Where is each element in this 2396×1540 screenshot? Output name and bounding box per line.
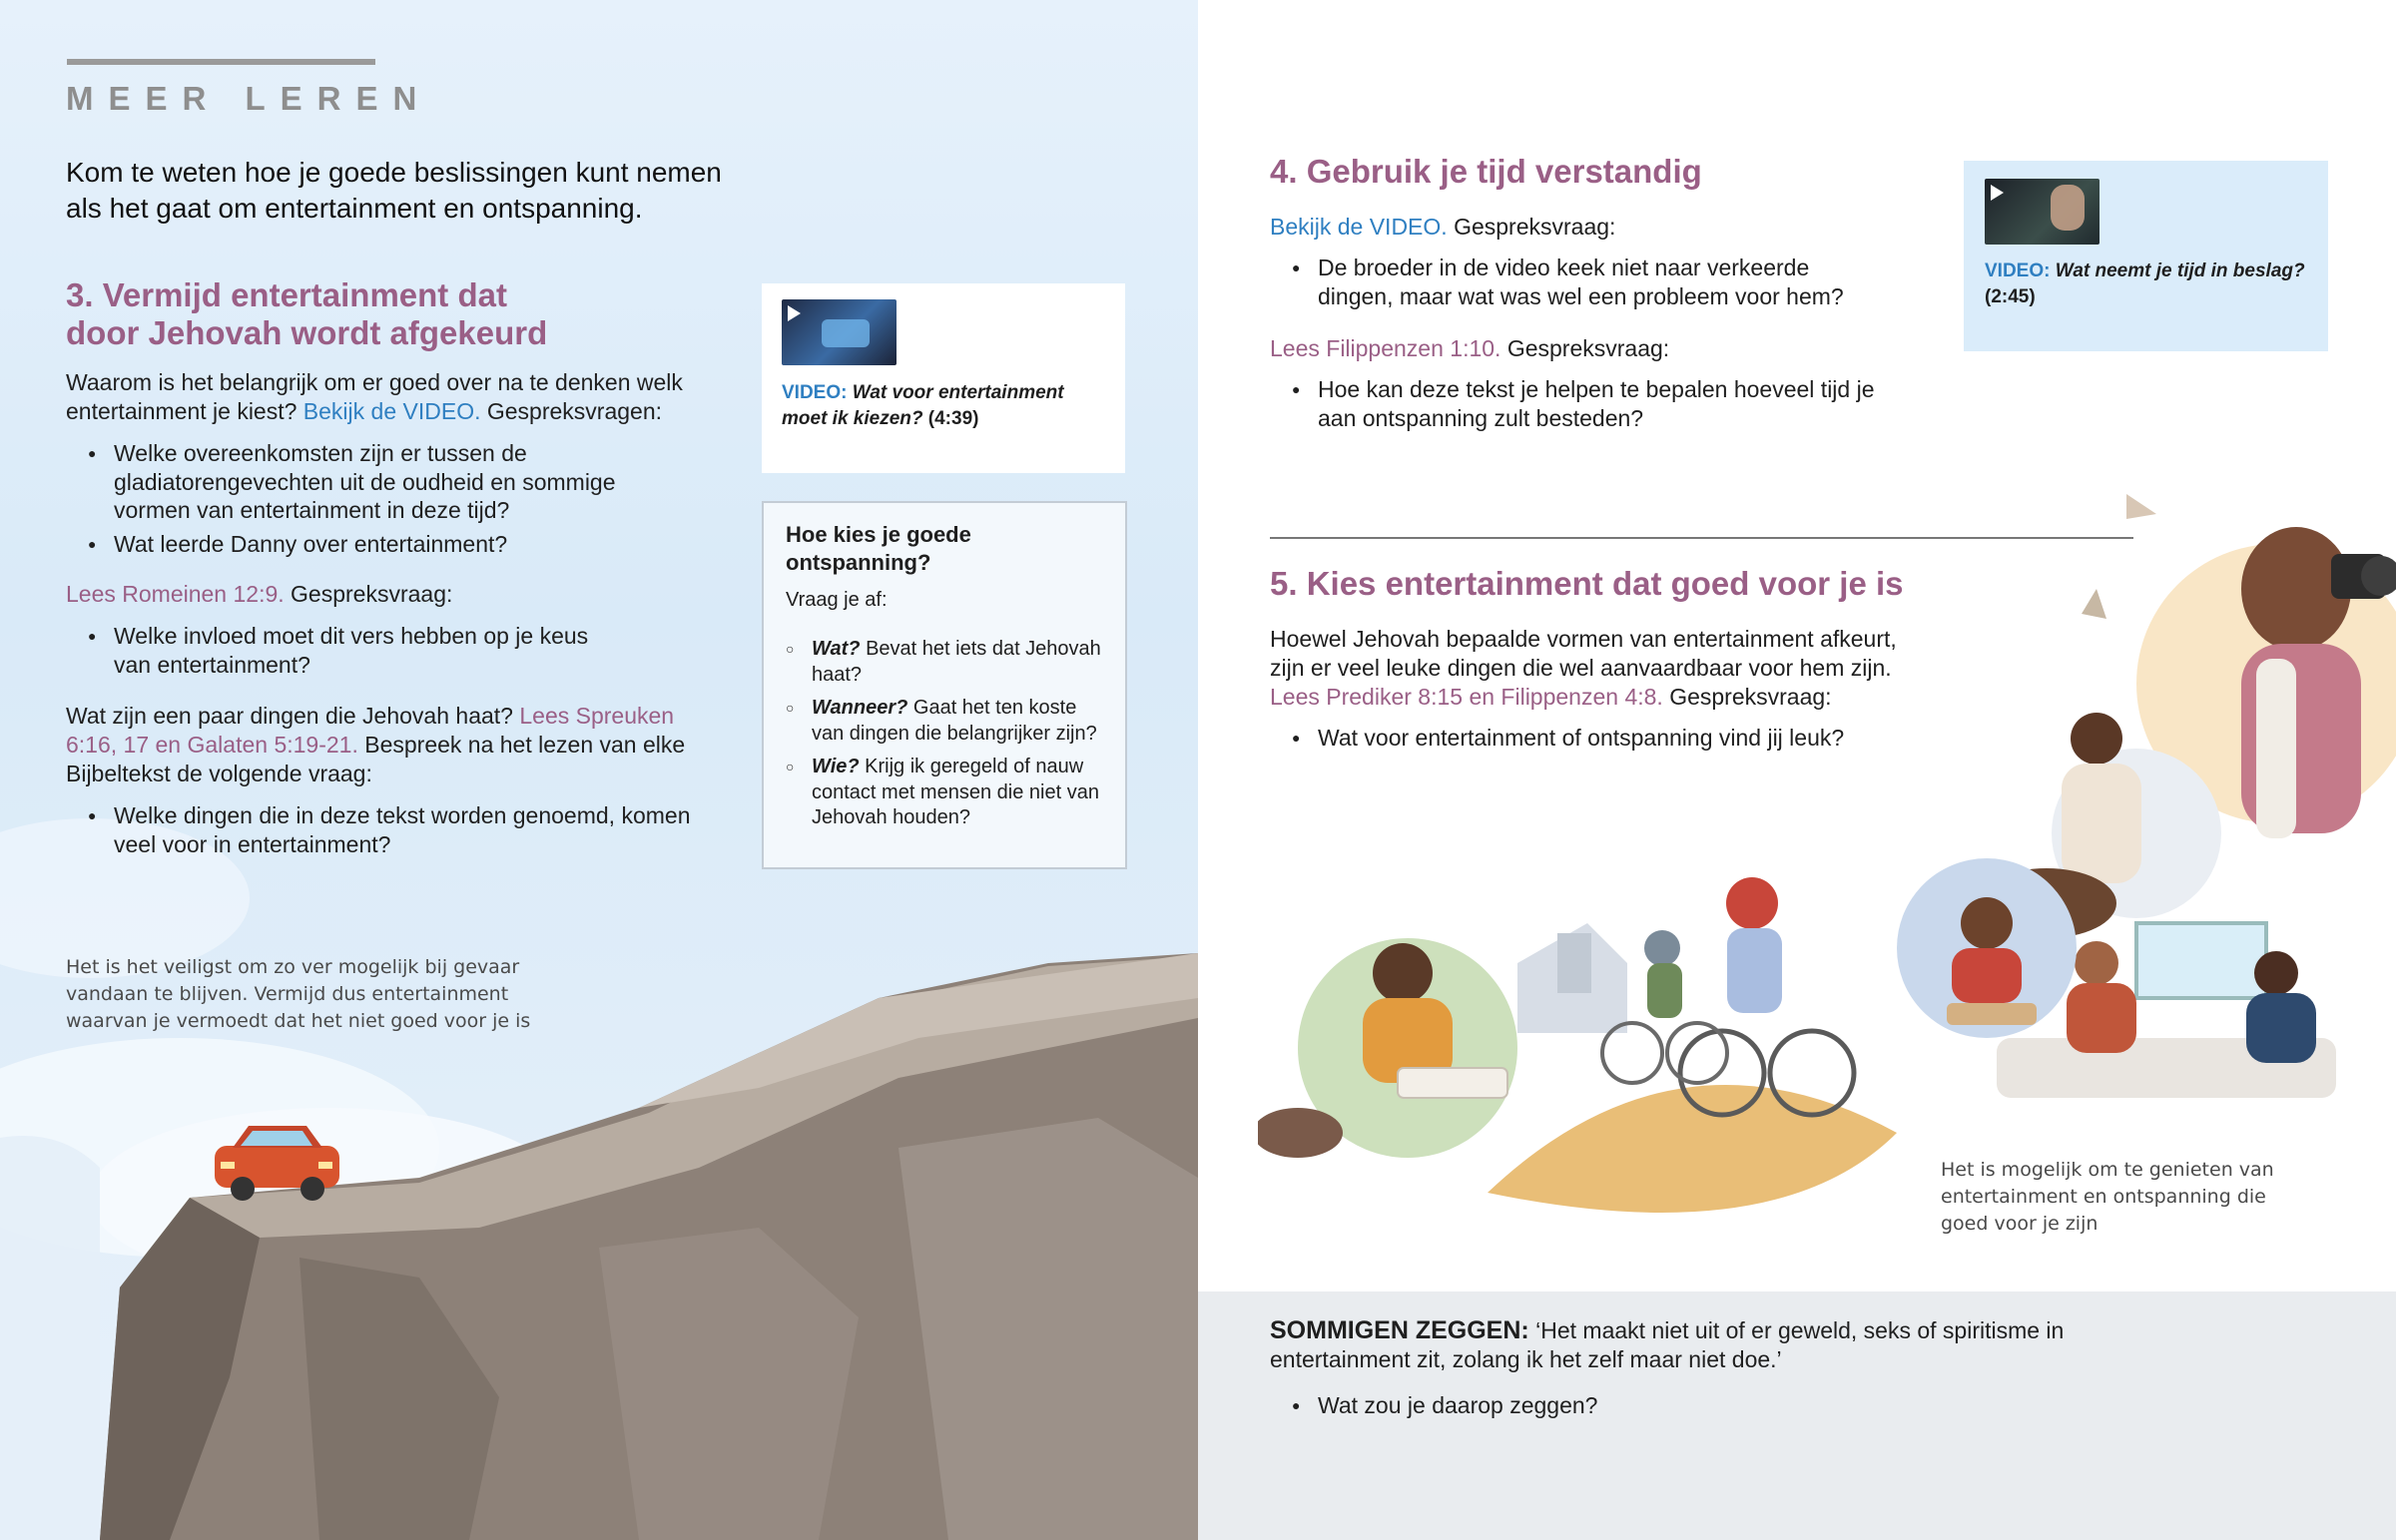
scripture-link-proverbs-galatians[interactable]: Lees Spreuken 6:16, 17 en Galaten 5:19-21.	[66, 703, 675, 758]
scripture-link-romans[interactable]: Lees Romeinen 12:9.	[66, 581, 285, 607]
intro-text: Kom te weten hoe je goede beslissingen kunt nemen als het gaat om entertainment en ontspanning.	[66, 157, 722, 224]
video-card-entertainment[interactable]	[762, 283, 1125, 473]
section-3-questions-2	[66, 622, 625, 679]
video-caption	[1985, 258, 2314, 310]
list-item: ● Welke invloed moet dit vers hebben op je keus van entertainment?	[66, 622, 625, 679]
list-item: ● Welke overeenkomsten zijn er tussen de gladiatorengevechten uit de oudheid en sommige vormen van entertainment in deze tijd?	[66, 439, 685, 525]
list-item	[786, 696, 1105, 747]
section-5	[1270, 565, 1969, 753]
paragraph-tail: Gespreksvraag:	[1454, 214, 1616, 240]
paragraph-text: Hoewel Jehovah bepaalde vormen van entertainment afkeurt, zijn er veel leuke dingen die wel aanvaardbaar voor hem zijn.	[1270, 626, 1897, 681]
video-thumbnail[interactable]	[1985, 179, 2099, 245]
section-4	[1270, 153, 1909, 432]
section-5-title: 5. Kies entertainment dat goed voor je is	[1270, 565, 1904, 602]
paragraph-tail: Gespreksvraag:	[1669, 684, 1832, 710]
some-say-label: SOMMIGEN ZEGGEN:	[1270, 1316, 1529, 1344]
video-label: VIDEO:	[1985, 260, 2051, 281]
question-text: Gaat het ten koste van dingen die belangrijker zijn?	[812, 697, 1097, 745]
video-title: Wat voor entertainment moet ik kiezen?	[782, 382, 1064, 429]
some-say-quote: ‘Het maakt niet uit of er geweld, seks of spiritisme in entertainment zit, zolang ik het zelf maar niet doe.’	[1270, 1317, 2065, 1372]
watch-video-link[interactable]: Bekijk de VIDEO.	[302, 398, 481, 424]
paragraph-tail: Bespreek na het lezen van elke Bijbeltekst de volgende vraag:	[66, 732, 686, 786]
question-word: Wanneer?	[812, 697, 908, 719]
section-3-paragraph-2	[66, 580, 745, 609]
tip-box	[762, 501, 1127, 869]
section-4-questions-1	[1270, 254, 1879, 310]
list-item: ● Wat voor entertainment of ontspanning vind jij leuk?	[1270, 724, 1919, 753]
section-3-paragraph-1	[66, 368, 745, 426]
play-icon	[788, 305, 801, 321]
video-duration: (4:39)	[927, 408, 979, 429]
section-3-paragraph-3	[66, 702, 695, 788]
paragraph-text: Wat zijn een paar dingen die Jehovah haat?	[66, 703, 513, 729]
illustration-caption: Het is mogelijk om te genieten van entertainment en ontspanning die goed voor je zijn	[1941, 1159, 2274, 1235]
video-caption	[782, 380, 1111, 432]
list-item: ● Wat zou je daarop zeggen?	[1270, 1391, 1969, 1420]
paragraph-tail: Gespreksvragen:	[486, 398, 663, 424]
section-3-title-line2: door Jehovah wordt afgekeurd	[66, 314, 548, 351]
kicker: MEER LEREN	[66, 80, 432, 117]
section-3-questions-1	[66, 439, 685, 558]
list-item	[786, 637, 1105, 688]
question-text: Bevat het iets dat Jehovah haat?	[812, 638, 1101, 686]
right-page	[1198, 0, 2396, 1540]
some-say-text	[1270, 1316, 2069, 1374]
scripture-link-philippians[interactable]: Lees Filippenzen 1:10.	[1270, 335, 1501, 361]
section-5-paragraph-1	[1270, 625, 1919, 712]
question-word: Wie?	[812, 756, 860, 777]
question-word: Wat?	[812, 638, 861, 660]
video-card-time[interactable]	[1964, 161, 2328, 351]
paragraph-tail: Gespreksvraag:	[291, 581, 453, 607]
video-thumbnail[interactable]	[782, 299, 897, 365]
section-5-questions-1	[1270, 724, 1919, 753]
tip-box-subtitle: Vraag je af:	[786, 589, 888, 611]
section-4-paragraph-1	[1270, 213, 1909, 242]
section-4-paragraph-2	[1270, 334, 1909, 363]
section-4-title: 4. Gebruik je tijd verstandig	[1270, 153, 1702, 190]
play-icon	[1991, 185, 2004, 201]
section-3-title-line1: 3. Vermijd entertainment dat	[66, 276, 507, 313]
paragraph-tail: Gespreksvraag:	[1506, 335, 1670, 361]
list-item: ● De broeder in de video keek niet naar verkeerde dingen, maar wat was wel een probleem voor hem?	[1270, 254, 1879, 310]
watch-video-link[interactable]: Bekijk de VIDEO.	[1270, 214, 1448, 240]
video-duration: (2:45)	[1985, 286, 2036, 307]
section-3	[66, 276, 745, 858]
list-item: ● Wat leerde Danny over entertainment?	[66, 530, 685, 559]
video-label: VIDEO:	[782, 382, 848, 403]
illustration-caption: Het is het veiligst om zo ver mogelijk bij gevaar vandaan te blijven. Vermijd dus entertainment waarvan je vermoedt dat het niet goed voor je is	[66, 956, 531, 1032]
question-text: Krijg ik geregeld of nauw contact met mensen die niet van Jehovah houden?	[812, 756, 1099, 828]
list-item: ● Hoe kan deze tekst je helpen te bepalen hoeveel tijd je aan ontspanning zult besteden?	[1270, 375, 1879, 432]
list-item	[786, 755, 1105, 831]
tip-box-list	[786, 637, 1105, 839]
scripture-link-ecclesiastes-philippians[interactable]: Lees Prediker 8:15 en Filippenzen 4:8.	[1270, 684, 1663, 710]
video-title: Wat neemt je tijd in beslag?	[2055, 260, 2305, 281]
some-say-box	[1198, 1291, 2396, 1540]
some-say-questions	[1270, 1391, 1969, 1420]
tip-box-title: Hoe kies je goede ontspanning?	[786, 522, 971, 575]
list-item: ● Welke dingen die in deze tekst worden genoemd, komen veel voor in entertainment?	[66, 801, 705, 858]
kicker-rule	[67, 59, 375, 65]
section-3-questions-3	[66, 801, 705, 858]
section-4-questions-2	[1270, 375, 1879, 432]
paragraph-text: Waarom is het belangrijk om er goed over na te denken welk entertainment je kiest?	[66, 369, 683, 424]
